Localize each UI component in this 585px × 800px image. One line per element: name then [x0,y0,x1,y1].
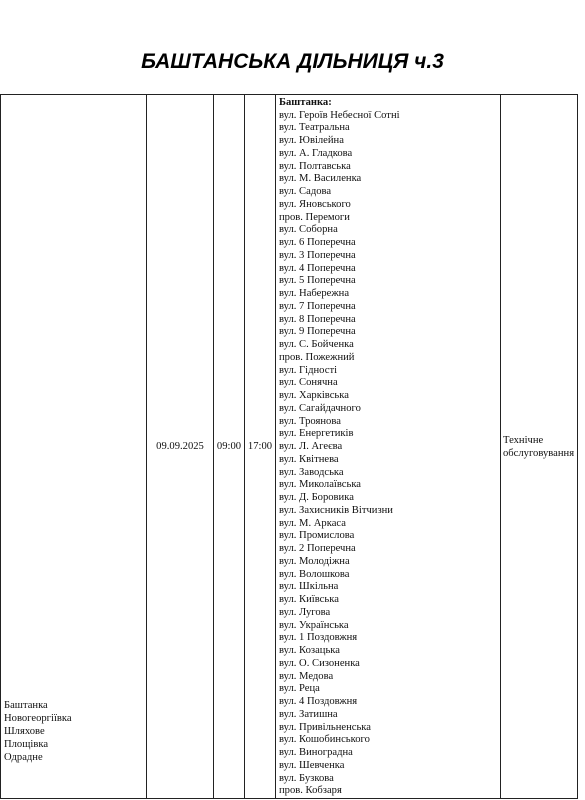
street-item: пров. Кобзаря [279,785,342,797]
street-item: вул. Козацька [279,645,340,657]
street-item: вул. Д. Боровика [279,492,354,504]
reason-line: Технічне [503,434,544,446]
street-item: вул. Сонячна [279,377,338,389]
street-item: вул. Привільненська [279,721,371,733]
street-item: вул. С. Бойченка [279,339,354,351]
street-item: вул. Гідності [279,364,338,376]
settlement-name: Шляхове [4,726,45,738]
street-item: вул. 3 Поперечна [279,249,356,261]
street-item: вул. Реца [279,683,320,695]
street-item: вул. Харківська [279,390,349,402]
street-item: вул. Шевченка [279,759,345,771]
street-item: вул. 1 Поздовжня [279,632,358,644]
street-item: вул. Квітнева [279,453,339,465]
street-item: вул. Миколаївська [279,479,362,491]
street-item: пров. Перемоги [279,211,350,223]
street-item: вул. Соборна [279,224,338,236]
street-item: вул. Кошобинського [279,734,370,746]
settlement-name: Площівка [4,739,49,751]
reason-line: обслуговування [503,447,575,459]
street-item: вул. 5 Поперечна [279,275,356,287]
street-item: вул. 7 Поперечна [279,300,356,312]
table-row [1,95,578,799]
street-item: вул. Героїв Небесної Сотні [279,109,400,121]
street-item: вул. А. Гладкова [279,147,353,159]
street-item: вул. 6 Поперечна [279,237,356,249]
street-item: вул. Енергетиків [279,428,354,440]
start-time-cell: 09:00 [214,95,245,799]
street-item: вул. Затишна [279,708,338,720]
street-item: вул. 9 Поперечна [279,326,356,338]
reason-cell [501,95,578,799]
settlements-cell [1,95,147,799]
street-item: вул. Лугова [279,606,331,618]
street-item: вул. 4 Поперечна [279,262,356,274]
street-item: вул. 8 Поперечна [279,313,356,325]
settlement-group-label: Баштанка: [279,97,332,108]
street-item: вул. Бузкова [279,772,334,784]
street-item: вул. Ювілейна [279,135,344,147]
street-item: вул. Молодіжна [279,555,350,567]
street-item: вул. Волошкова [279,568,350,580]
street-item: вул. Набережна [279,288,350,300]
street-item: вул. Садова [279,186,332,198]
street-item: вул. Медова [279,670,334,682]
date-cell: 09.09.2025 [147,95,214,799]
streets-cell [276,95,501,799]
street-item: пров. Пожежний [279,351,355,363]
street-item: вул. Яновського [279,198,351,210]
street-item: вул. Українська [279,619,349,631]
street-item: вул. Сагайдачного [279,402,361,414]
settlement-name: Баштанка [4,700,48,712]
street-item: вул. Полтавська [279,160,351,172]
street-item: вул. 4 Поздовжня [279,696,358,708]
page-title: БАШТАНСЬКА ДІЛЬНИЦЯ ч.3 [141,50,444,73]
street-item: вул. Заводська [279,466,344,478]
street-item: вул. М. Аркаса [279,517,346,529]
street-item: вул. Л. Агеєва [279,441,343,453]
street-item: вул. М. Василенка [279,173,362,185]
end-time-cell: 17:00 [245,95,276,799]
street-list [279,110,497,799]
settlement-name: Новогеоргіївка [4,713,72,725]
street-item: вул. Театральна [279,122,350,134]
street-item: вул. Київська [279,594,339,606]
street-item: вул. Промислова [279,530,355,542]
street-item: вул. Шкільна [279,581,339,593]
street-item: вул. 2 Поперечна [279,543,356,555]
street-item: вул. О. Сизоненка [279,657,360,669]
street-item: вул. Виноградна [279,747,353,759]
street-item: вул. Захисників Вітчизни [279,504,393,516]
street-item: вул. Троянова [279,415,341,427]
settlement-name: Одрадне [4,752,43,764]
outage-schedule-table [0,94,578,799]
